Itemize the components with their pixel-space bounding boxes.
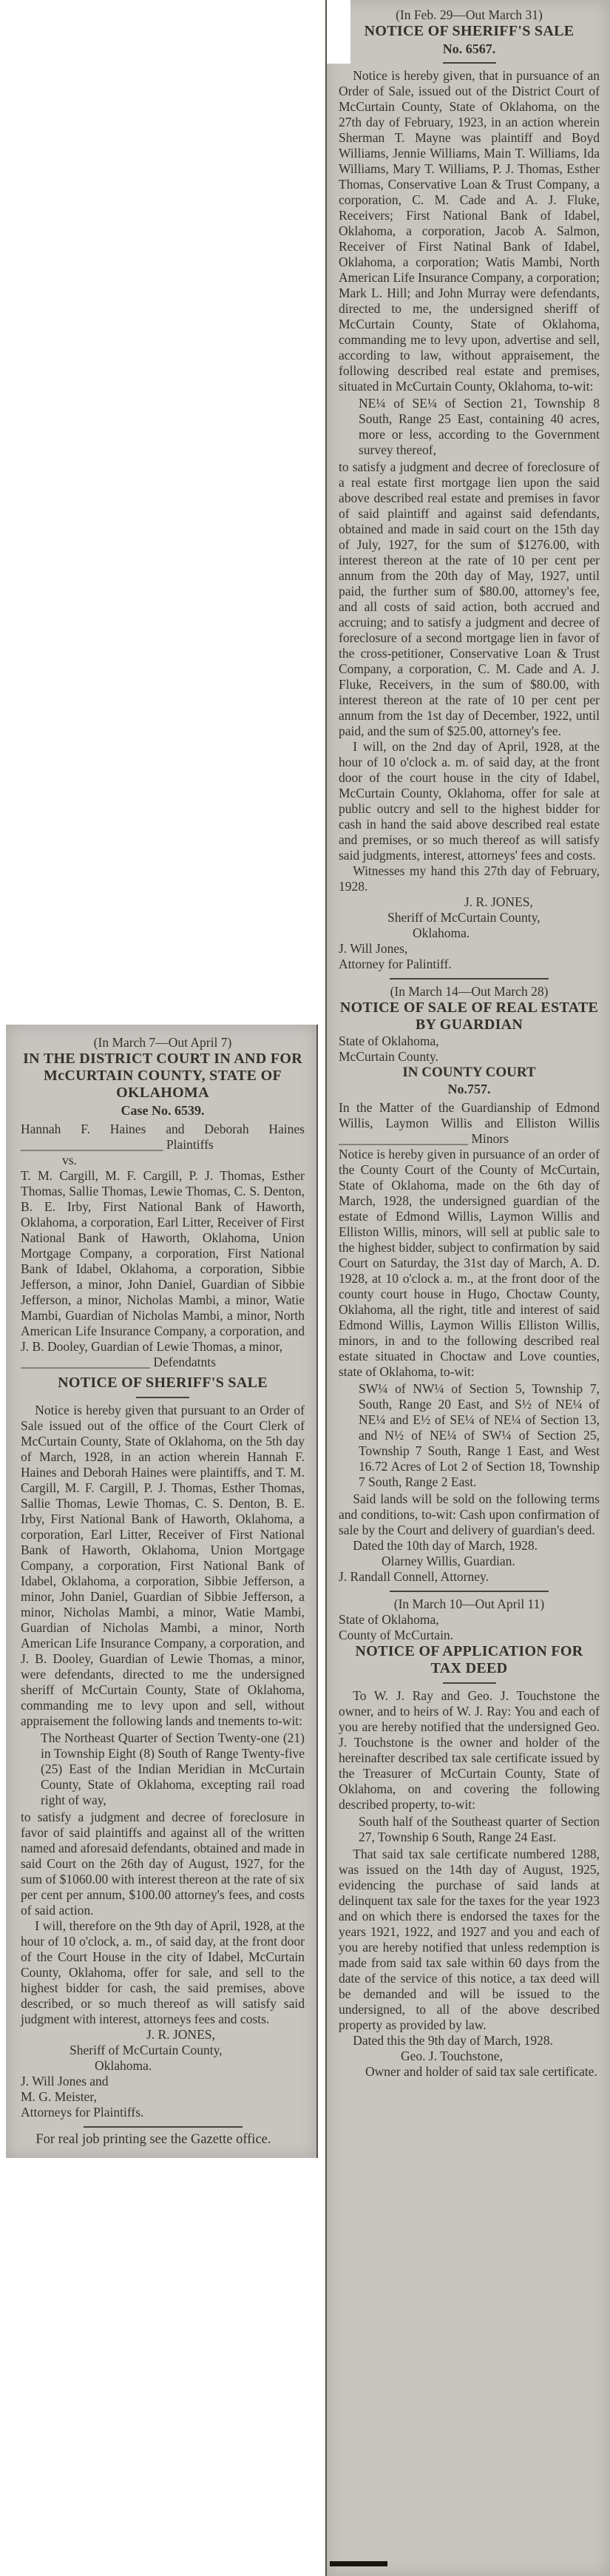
case-number: No. 6567. [442,41,496,56]
notice-paragraph: Witnesses my hand this 27th day of February, 1928. [339,863,600,894]
county-line: McCurtain County. [339,1049,438,1064]
notice-paragraph: to satisfy a judgment and decree of foreclosure in favor of said plaintiffs and against all of the written named and aforesaid defendants, obtained and made in said Court on the 26th day of August, 1927, for the sum of $1060.00 with interest thereon at the rate of six per cent per annum, $100.00 attorney's fees, and costs of said action. [21,1810,305,1918]
case-number: No.757. [447,1082,491,1096]
notice-title: NOTICE OF SALE OF REAL ESTATE BY GUARDIAN [339,999,599,1033]
attorney-line: M. G. Meister, [21,2089,97,2104]
notice-guardian-sale [339,984,600,1585]
signature-title: Oklahoma. [413,925,470,940]
signature-title: Owner and holder of said tax sale certificate. [365,2064,597,2079]
notice-title: NOTICE OF APPLICATION FOR TAX DEED [355,1643,583,1676]
notice-paragraph: to satisfy a judgment and decree of foreclosure of a real estate first mortgage lien upon the said above described real estate and premises in favor of said plaintiff and against said defendants, obtained and made in said court on the 15th day of July, 1927, for the sum of $1276.00, with interest thereon at the rate of 10 per cent per annum from the 20th day of May, 1927, until paid, the further sum of $80.00, attorney's fee, and all costs of said action, both accrued and accruing; and to satisfy a judgment and decree of foreclosure of a second mortgage lien in favor of the cross-petitioner, Conservative Loan & Trust Company, a corporation, C. M. Cade and A. J. Fluke, Receivers, in the sum of $80.00, with interest thereon at the rate of 10 per cent per annum from the 1st day of December, 1922, until paid, and the sum of $25.00, attorney's fee. [339,459,600,738]
divider-rule [443,62,496,64]
notice-paragraph: Notice is hereby given, that in pursuance of an Order of Sale, issued out of the District Court of McCurtain County, State of Oklahoma, on the 27th day of February, 1923, in an action wherein Sherman T. Mayne was plaintiff and Boyd Williams, Jennie Williams, Main T. Williams, Ida Williams, Mary T. Williams, P. J. Thomas, Esther Thomas, Conservative Loan & Trust Company, a corporation, C. M. Cade and A. J. Fluke, Receivers; First National Bank of Idabel, Oklahoma, a corporation, Jacob A. Salmon, Receiver of First Natinal Bank of Idabel, Oklahoma, a corporation; Watis Mambi, North American Life Insurance Company, a corporation; Mark L. Hill; and John Murray were defendants, directed to me, the undersigned sheriff of McCurtain County, State of Oklahoma, commanding me to levy upon, advertise and sell, according to law, without appraisement, the following described real estate and premises, situated in McCurtain County, Oklahoma, to-wit: [339,68,600,394]
divider-rule [443,1682,496,1684]
property-description: South half of the Southeast quarter of Section 27, Township 6 South, Range 24 East. [359,1814,600,1844]
state-line: State of Oklahoma, [339,1612,439,1627]
defendants-label: ____________________ Defendatnts [21,1355,216,1369]
signature-title: Sheriff of McCurtain County, [70,2043,223,2057]
signature-name: Geo. J. Touchstone, [401,2049,503,2063]
notice-title: NOTICE OF SHERIFF'S SALE [364,23,575,39]
notice-paragraph: To W. J. Ray and Geo. J. Touchstone the owner, and to heirs of W. J. Ray: You and each of you are hereby notified that the undersigned Geo. J. Touchstone is the owner and holder of the hereinafter described tax sale certificate issued by the Treasurer of McCurtain County, State of Oklahoma, on and covering the following described property, to-wit: [339,1688,600,1812]
attorney-line: J. Will Jones, [339,941,408,956]
court-heading: IN THE DISTRICT COURT IN AND FOR McCURTAIN COUNTY, STATE OF OKLAHOMA [23,1051,302,1101]
notice-paragraph: I will, therefore on the 9th day of April, 1928, at the hour of 10 o'clock, a. m., of said day, at the front door of the Court House in the city of Idabel, McCurtain County, Oklahoma, offer for sale, and sell to the highest bidder for cash, the said premises, above described, or so much thereof as will satisfy said judgment with interest, attorneys fees and costs. [21,1918,305,2026]
divider-rule [390,978,549,980]
run-dates: (In Feb. 29—Out March 31) [396,7,543,22]
signature-name: J. R. JONES, [146,2027,215,2042]
gazette-ad: For real job printing see the Gazette office. [35,2132,271,2147]
notice-title: NOTICE OF SHERIFF'S SALE [58,1375,268,1391]
notice-paragraph: Notice is hereby given in pursuance of an order of the County Court of the County of McCurtain, State of Oklahoma, made on the 6th day of March, 1928, the undersigned guardian of the estate of Edmond Willis, Laymon Willis and Elliston Willis, minors, will sell at public sale to the highest bidder, subject to confirmation by said Court on Saturday, the 31st day of March, A. D. 1928, at 10 o'clock a. m., at the front door of the county court house in Hugo, Choctaw County, Oklahoma, all the right, title and interest of said Edmond Willis, Laymon Willis Elliston Willis, minors, in and to the following described real estate situated in Choctaw and Love counties, state of Oklahoma, to-wit: [339,1147,600,1379]
notice-district-court-6539 [21,1035,305,2120]
scan-gap [327,0,350,64]
divider-rule [84,2126,243,2128]
plaintiffs-line: Hannah F. Haines and Deborah Haines ______________________ Plaintiffs [21,1122,305,1152]
attorney-line: J. Will Jones and [21,2074,109,2088]
property-description: NE¼ of SE¼ of Section 21, Township 8 South, Range 25 East, containing 40 acres, more or less, according to the Government survey thereof, [359,396,600,457]
attorney-line: J. Randall Connell, Attorney. [339,1569,489,1584]
property-description: SW¼ of NW¼ of Section 5, Township 7, South, Range 20 East, and S½ of NE¼ of NE¼ and E½ of SE¼ of NE¼ of Section 13, and N½ of NE¼ of SW¼ of Section 25, Township 7 South, Range 1 East, and West 16.72 Acres of Lot 2 of Section 18, Township 7 South, Range 2 East. [359,1381,600,1489]
run-dates: (In March 10—Out April 11) [393,1596,545,1611]
versus-label: vs. [62,1153,77,1167]
property-description: The Northeast Quarter of Section Twenty-one (21) in Township Eight (8) South of Range Twenty-five (25) East of the Indian Meridian in McCurtain County, State of Oklahoma, excepting rail road right of way, [41,1730,305,1807]
notice-paragraph: Said lands will be sold on the following terms and conditions, to-wit: Cash upon confirmation of sale by the Court and delivery of guardian's deed. [339,1491,600,1537]
case-caption: In the Matter of the Guardianship of Edmond Willis, Laymon Willis and Elliston Willis ____________________ Minors [339,1100,600,1146]
notice-sheriffs-sale-6567 [339,7,600,972]
county-line: County of McCurtain. [339,1628,454,1642]
run-dates: (In March 14—Out March 28) [390,984,549,999]
notice-tax-deed [339,1596,600,2080]
attorney-line: Attorney for Palintiff. [339,957,452,971]
signature-title: Oklahoma. [95,2058,152,2073]
left-column [6,1025,318,2158]
run-dates: (In March 7—Out April 7) [93,1035,232,1050]
court-line: IN COUNTY COURT [402,1065,536,1080]
bottom-rule [330,2561,387,2566]
dated-line: Dated the 10th day of March, 1928. [353,1538,538,1553]
right-column [325,0,610,2576]
signature-name: J. R. JONES, [464,894,533,909]
defendants-list: T. M. Cargill, M. F. Cargill, P. J. Thomas, Esther Thomas, Sallie Thomas, Lewie Thomas, C. S. Denton, B. E. Irby, First National Bank of Haworth, Oklahoma, a corporation, Earl Litter, Receiver of First National Bank of Haworth, Oklahoma, Union Mortgage Company, a corporation, First National Bank of Idabel, Oklahoma, a corporation, Sibbie Jefferson, a minor, John Daniel, Guardian of Sibbie Jefferson, a minor, Nicholas Mambi, a minor, Watie Mambi, Guardian of Nicholas Mambi, a minor, North American Life Insurance Company, a corporation, and J. B. Dooley, Guardian of Lewie Thomas, a minor, [21,1168,305,1354]
dated-line: Dated this the 9th day of March, 1928. [353,2033,553,2048]
divider-rule [390,1591,549,1592]
signature-title: Sheriff of McCurtain County, [387,910,540,925]
case-number: Case No. 6539. [121,1103,205,1118]
notice-paragraph: I will, on the 2nd day of April, 1928, at the hour of 10 o'clock a. m. of said day, at the front door of the court house in the city of Idabel, McCurtain County, Oklahoma, offer for sale at public outcry and sell to the highest bidder for cash in hand the said above described real estate and premises, or so much thereof as will satisfy said judgments, interest, attorneys' fees and costs. [339,739,600,863]
notice-paragraph: That said tax sale certificate numbered 1288, was issued on the 14th day of August, 1925, evidencing the purchase of said lands at delinquent tax sale for the taxes for the year 1923 and on which there is endorsed the taxes for the years 1921, 1922, and 1927 and you and each of you are hereby notified that unless redemption is made from said tax sale within 60 days from the date of the service of this notice, a tax deed will be demanded and will be issued to the undersigned, to all of the above described property as provided by law. [339,1847,600,2032]
state-line: State of Oklahoma, [339,1034,439,1048]
notice-paragraph: Notice is hereby given that pursuant to an Order of Sale issued out of the office of the Court Clerk of McCurtain County, State of Oklahoma, on the 5th day of March, 1928, in an action wherein Hannah F. Haines and Deborah Haines were plaintiffs, and T. M. Cargill, M. F. Cargill, P. J. Thomas, Esther Thomas, Sallie Thomas, Lewie Thomas, C. S. Denton, B. E. Irby, First National Bank of Haworth, Oklahoma, a corporation, Earl Litter, Receiver of First National Bank of Haworth, Oklahoma, Union Mortgage Company, a corporation, First National Bank of Idabel, Oklahoma, a corporation, Sibbie Jefferson, a minor, John Daniel, Guardian of Sibbie Jefferson, a minor, Nicholas Mambi, a minor, Watie Mambi, Guardian of Nicholas Mambi, a minor, North American Life Insurance Company, a corporation, and J. B. Dooley, Guardian of Lewie Thomas, a minor, were defendants, directed to me the undersigned sheriff of McCurtain County, State of Oklahoma, commanding me to levy upon and sell, without appraisement the following lands and tnements to-wit: [21,1403,305,1728]
divider-rule [136,1397,189,1398]
attorney-line: Attorneys for Plaintiffs. [21,2105,144,2120]
signature-name: Olarney Willis, Guardian. [382,1554,515,1568]
